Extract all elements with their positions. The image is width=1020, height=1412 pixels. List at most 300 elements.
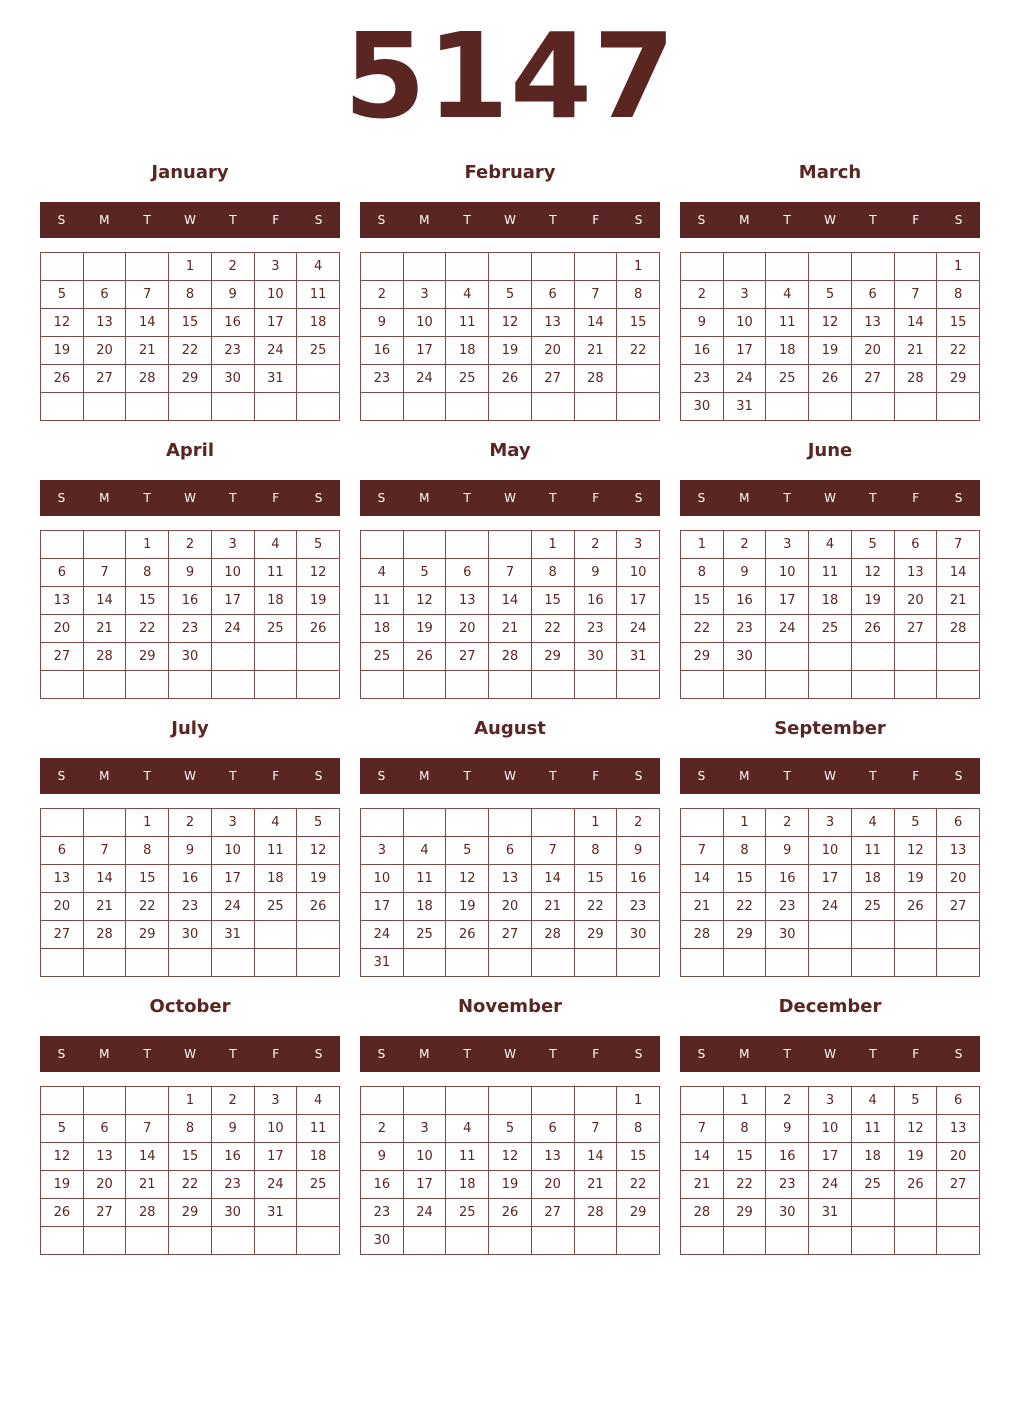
- day-cell: [489, 1087, 532, 1115]
- day-cell: 17: [809, 1143, 852, 1171]
- weekday-label: S: [634, 769, 643, 783]
- day-cell: 13: [937, 1115, 980, 1143]
- day-cell: 21: [489, 615, 532, 643]
- week-row: [361, 1115, 660, 1143]
- day-cell: [937, 393, 980, 421]
- day-cell: 11: [297, 1115, 340, 1143]
- day-cell: 31: [361, 949, 404, 977]
- day-cell: [254, 1227, 297, 1255]
- day-cell: 6: [531, 281, 574, 309]
- day-cell: 14: [681, 1143, 724, 1171]
- day-cell: 19: [489, 337, 532, 365]
- day-cell: [126, 949, 169, 977]
- day-cell: 2: [361, 1115, 404, 1143]
- day-cell: 18: [403, 893, 446, 921]
- day-cell: 9: [169, 837, 212, 865]
- day-cell: 15: [574, 865, 617, 893]
- month-name: December: [778, 996, 882, 1017]
- day-cell: [531, 809, 574, 837]
- week-row: [681, 587, 980, 615]
- day-cell: 28: [531, 921, 574, 949]
- day-cell: 23: [211, 337, 254, 365]
- day-cell: [851, 949, 894, 977]
- day-cell: [83, 531, 126, 559]
- day-cell: 30: [169, 921, 212, 949]
- day-cell: [361, 671, 404, 699]
- day-cell: 5: [41, 281, 84, 309]
- day-cell: [169, 671, 212, 699]
- day-cell: [894, 643, 937, 671]
- day-cell: 24: [211, 615, 254, 643]
- day-cell: 5: [851, 531, 894, 559]
- day-cell: [531, 1087, 574, 1115]
- weekday-label: S: [314, 491, 323, 505]
- week-row: [681, 615, 980, 643]
- day-cell: 3: [254, 1087, 297, 1115]
- day-cell: 2: [211, 253, 254, 281]
- day-cell: 9: [766, 1115, 809, 1143]
- day-cell: [574, 1087, 617, 1115]
- day-cell: 18: [361, 615, 404, 643]
- day-cell: 22: [574, 893, 617, 921]
- week-row: [41, 949, 340, 977]
- day-cell: 17: [809, 865, 852, 893]
- day-cell: 11: [809, 559, 852, 587]
- day-cell: 8: [126, 837, 169, 865]
- weekday-label: W: [504, 769, 516, 783]
- day-cell: 9: [361, 1143, 404, 1171]
- day-cell: 19: [809, 337, 852, 365]
- day-cell: [617, 671, 660, 699]
- day-cell: 1: [617, 253, 660, 281]
- day-cell: 6: [531, 1115, 574, 1143]
- day-cell: [254, 671, 297, 699]
- day-cell: 25: [446, 1199, 489, 1227]
- day-cell: 1: [937, 253, 980, 281]
- day-cell: 13: [446, 587, 489, 615]
- weekday-label: W: [184, 769, 196, 783]
- day-cell: [361, 1087, 404, 1115]
- day-cell: 25: [446, 365, 489, 393]
- day-cell: 13: [851, 309, 894, 337]
- weekday-label: T: [229, 1047, 237, 1061]
- day-cell: 29: [617, 1199, 660, 1227]
- day-cell: 14: [894, 309, 937, 337]
- weekday-label: T: [869, 1047, 877, 1061]
- day-cell: 20: [446, 615, 489, 643]
- day-cell: 2: [723, 531, 766, 559]
- day-cell: [446, 671, 489, 699]
- weekday-label: T: [783, 213, 791, 227]
- day-cell: 1: [126, 531, 169, 559]
- day-cell: 19: [297, 587, 340, 615]
- day-cell: 5: [894, 1087, 937, 1115]
- week-row: [361, 1199, 660, 1227]
- day-cell: 4: [297, 253, 340, 281]
- day-cell: 18: [297, 309, 340, 337]
- day-cell: 15: [723, 1143, 766, 1171]
- day-cell: 24: [617, 615, 660, 643]
- week-row: [361, 337, 660, 365]
- weekday-label: T: [869, 769, 877, 783]
- day-cell: 14: [489, 587, 532, 615]
- weekday-header: [680, 202, 980, 238]
- week-row: [361, 837, 660, 865]
- weekday-label: M: [419, 769, 430, 783]
- day-cell: 10: [723, 309, 766, 337]
- day-cell: [809, 949, 852, 977]
- weekday-label: T: [549, 491, 557, 505]
- day-cell: [489, 949, 532, 977]
- day-cell: [83, 253, 126, 281]
- day-cell: 14: [126, 1143, 169, 1171]
- day-cell: 3: [809, 1087, 852, 1115]
- week-row: [41, 865, 340, 893]
- week-row: [361, 1087, 660, 1115]
- day-cell: [531, 949, 574, 977]
- day-cell: 3: [723, 281, 766, 309]
- day-cell: 28: [681, 1199, 724, 1227]
- day-cell: 22: [126, 615, 169, 643]
- week-row: [41, 921, 340, 949]
- day-cell: [41, 1227, 84, 1255]
- weekday-label: W: [184, 1047, 196, 1061]
- weekday-label: F: [912, 1047, 920, 1061]
- day-cell: 17: [403, 337, 446, 365]
- week-row: [41, 281, 340, 309]
- weekday-label: S: [634, 491, 643, 505]
- day-cell: 11: [361, 587, 404, 615]
- day-cell: 5: [809, 281, 852, 309]
- day-cell: 22: [937, 337, 980, 365]
- day-cell: 29: [169, 1199, 212, 1227]
- day-grid: [40, 1086, 340, 1255]
- day-cell: 29: [574, 921, 617, 949]
- day-cell: 17: [723, 337, 766, 365]
- day-cell: 27: [531, 365, 574, 393]
- day-cell: 4: [446, 1115, 489, 1143]
- day-cell: 19: [851, 587, 894, 615]
- day-cell: 27: [937, 1171, 980, 1199]
- month-february: [360, 162, 660, 432]
- month-name: April: [165, 440, 215, 461]
- day-cell: 16: [361, 1171, 404, 1199]
- month-name: October: [149, 996, 231, 1017]
- day-cell: [446, 809, 489, 837]
- weekday-label: T: [463, 213, 471, 227]
- day-cell: 13: [531, 1143, 574, 1171]
- day-cell: 21: [574, 337, 617, 365]
- day-cell: 7: [83, 559, 126, 587]
- day-cell: 3: [766, 531, 809, 559]
- weekday-label: F: [912, 491, 920, 505]
- day-cell: 27: [489, 921, 532, 949]
- day-cell: [446, 1087, 489, 1115]
- weekday-header: [360, 480, 660, 516]
- day-cell: 27: [531, 1199, 574, 1227]
- weekday-label: S: [57, 1047, 66, 1061]
- weekday-label: T: [143, 1047, 151, 1061]
- weekday-label: T: [143, 769, 151, 783]
- day-cell: 23: [574, 615, 617, 643]
- day-cell: [254, 949, 297, 977]
- day-cell: [83, 949, 126, 977]
- day-cell: [489, 253, 532, 281]
- day-cell: 29: [723, 921, 766, 949]
- weekday-label: S: [57, 213, 66, 227]
- day-cell: [361, 809, 404, 837]
- month-name: September: [774, 718, 886, 739]
- day-grid: [680, 808, 980, 977]
- day-cell: 17: [211, 865, 254, 893]
- weekday-header: [680, 1036, 980, 1072]
- weekday-label: M: [739, 769, 750, 783]
- weekday-header: [360, 1036, 660, 1072]
- weekday-label: W: [504, 491, 516, 505]
- day-cell: 12: [489, 1143, 532, 1171]
- day-cell: 10: [403, 309, 446, 337]
- day-cell: [403, 1087, 446, 1115]
- day-cell: [766, 1227, 809, 1255]
- day-cell: 3: [254, 253, 297, 281]
- day-cell: 18: [254, 587, 297, 615]
- day-cell: 3: [211, 531, 254, 559]
- day-cell: 25: [851, 1171, 894, 1199]
- day-cell: 20: [851, 337, 894, 365]
- day-cell: [574, 671, 617, 699]
- day-cell: 19: [297, 865, 340, 893]
- day-cell: 28: [126, 365, 169, 393]
- day-cell: [41, 809, 84, 837]
- day-cell: 17: [617, 587, 660, 615]
- day-cell: [169, 949, 212, 977]
- day-cell: [894, 921, 937, 949]
- day-cell: [766, 643, 809, 671]
- month-name: June: [807, 440, 853, 461]
- week-row: [41, 1171, 340, 1199]
- day-cell: 27: [83, 1199, 126, 1227]
- day-cell: 6: [937, 809, 980, 837]
- day-grid: [40, 252, 340, 421]
- week-row: [681, 531, 980, 559]
- day-cell: [361, 531, 404, 559]
- day-cell: [809, 253, 852, 281]
- day-cell: 8: [169, 281, 212, 309]
- weekday-label: F: [592, 769, 600, 783]
- week-row: [361, 643, 660, 671]
- week-row: [41, 253, 340, 281]
- day-cell: [254, 921, 297, 949]
- day-cell: 9: [361, 309, 404, 337]
- weekday-label: S: [954, 1047, 963, 1061]
- week-row: [681, 1143, 980, 1171]
- day-cell: [723, 1227, 766, 1255]
- day-cell: 19: [894, 865, 937, 893]
- day-cell: [723, 949, 766, 977]
- day-cell: 8: [531, 559, 574, 587]
- day-cell: 6: [851, 281, 894, 309]
- day-cell: [894, 393, 937, 421]
- day-cell: 26: [489, 1199, 532, 1227]
- day-cell: 26: [297, 615, 340, 643]
- weekday-label: T: [229, 769, 237, 783]
- day-cell: 12: [297, 559, 340, 587]
- weekday-label: S: [57, 491, 66, 505]
- day-cell: 17: [766, 587, 809, 615]
- day-cell: 19: [41, 337, 84, 365]
- day-cell: 18: [254, 865, 297, 893]
- month-november: [360, 996, 660, 1266]
- day-cell: 31: [254, 1199, 297, 1227]
- day-cell: 30: [211, 1199, 254, 1227]
- day-cell: 6: [937, 1087, 980, 1115]
- day-cell: 10: [254, 281, 297, 309]
- weekday-label: S: [634, 213, 643, 227]
- weekday-label: S: [954, 213, 963, 227]
- day-cell: 26: [297, 893, 340, 921]
- day-grid: [360, 530, 660, 699]
- weekday-label: S: [954, 491, 963, 505]
- week-row: [361, 671, 660, 699]
- week-row: [41, 615, 340, 643]
- day-cell: 7: [574, 1115, 617, 1143]
- day-cell: 14: [574, 1143, 617, 1171]
- day-cell: 28: [489, 643, 532, 671]
- day-cell: 12: [446, 865, 489, 893]
- day-cell: 21: [531, 893, 574, 921]
- day-cell: 18: [809, 587, 852, 615]
- day-cell: [446, 1227, 489, 1255]
- day-cell: [403, 531, 446, 559]
- day-cell: 21: [894, 337, 937, 365]
- day-cell: 12: [41, 1143, 84, 1171]
- day-cell: 12: [851, 559, 894, 587]
- day-cell: [297, 1227, 340, 1255]
- day-cell: 9: [169, 559, 212, 587]
- day-cell: 3: [361, 837, 404, 865]
- day-cell: 2: [766, 1087, 809, 1115]
- day-cell: 26: [894, 893, 937, 921]
- day-cell: 15: [169, 309, 212, 337]
- day-cell: 23: [211, 1171, 254, 1199]
- day-cell: 28: [574, 1199, 617, 1227]
- day-cell: 27: [41, 643, 84, 671]
- day-cell: 22: [617, 337, 660, 365]
- year-title: 5147: [343, 7, 677, 145]
- day-cell: 12: [297, 837, 340, 865]
- week-row: [361, 393, 660, 421]
- day-cell: 15: [126, 865, 169, 893]
- day-cell: 30: [211, 365, 254, 393]
- day-cell: [41, 1087, 84, 1115]
- day-cell: 6: [489, 837, 532, 865]
- day-cell: 21: [937, 587, 980, 615]
- week-row: [681, 393, 980, 421]
- day-cell: [446, 949, 489, 977]
- day-cell: 14: [531, 865, 574, 893]
- day-cell: 8: [723, 1115, 766, 1143]
- week-row: [41, 1143, 340, 1171]
- weekday-label: F: [272, 1047, 280, 1061]
- day-cell: [126, 1227, 169, 1255]
- day-cell: 22: [681, 615, 724, 643]
- day-cell: 13: [41, 587, 84, 615]
- week-row: [41, 671, 340, 699]
- day-cell: 12: [403, 587, 446, 615]
- weekday-header: [360, 202, 660, 238]
- day-cell: 7: [894, 281, 937, 309]
- weekday-label: M: [99, 1047, 110, 1061]
- weekday-label: S: [697, 1047, 706, 1061]
- day-cell: 17: [254, 1143, 297, 1171]
- weekday-label: T: [783, 491, 791, 505]
- month-name: November: [457, 996, 563, 1017]
- month-name: January: [151, 162, 229, 183]
- day-cell: 19: [41, 1171, 84, 1199]
- day-cell: 5: [446, 837, 489, 865]
- day-grid: [360, 252, 660, 421]
- week-row: [361, 587, 660, 615]
- weekday-label: T: [549, 769, 557, 783]
- weekday-header: [40, 1036, 340, 1072]
- day-cell: [211, 393, 254, 421]
- day-cell: 28: [83, 643, 126, 671]
- day-cell: 1: [126, 809, 169, 837]
- day-cell: 9: [617, 837, 660, 865]
- day-cell: 17: [403, 1171, 446, 1199]
- day-cell: [681, 671, 724, 699]
- day-cell: 16: [681, 337, 724, 365]
- day-cell: [169, 393, 212, 421]
- day-cell: 1: [617, 1087, 660, 1115]
- day-cell: 28: [937, 615, 980, 643]
- day-cell: 5: [894, 809, 937, 837]
- weekday-label: M: [419, 491, 430, 505]
- day-cell: 9: [211, 1115, 254, 1143]
- day-cell: [41, 393, 84, 421]
- weekday-header: [360, 758, 660, 794]
- day-cell: 11: [403, 865, 446, 893]
- day-grid: [680, 530, 980, 699]
- day-cell: 10: [809, 1115, 852, 1143]
- weekday-label: T: [143, 213, 151, 227]
- day-cell: 1: [574, 809, 617, 837]
- day-cell: 30: [723, 643, 766, 671]
- day-cell: 6: [41, 837, 84, 865]
- weekday-label: S: [697, 213, 706, 227]
- weekday-label: T: [869, 491, 877, 505]
- day-cell: 9: [723, 559, 766, 587]
- week-row: [681, 1199, 980, 1227]
- day-cell: 21: [83, 615, 126, 643]
- day-cell: 5: [297, 809, 340, 837]
- weekday-label: S: [697, 491, 706, 505]
- day-cell: 22: [531, 615, 574, 643]
- month-may: [360, 440, 660, 710]
- day-cell: [723, 671, 766, 699]
- day-cell: 30: [766, 1199, 809, 1227]
- day-cell: 7: [681, 1115, 724, 1143]
- day-cell: 16: [766, 1143, 809, 1171]
- day-cell: 24: [211, 893, 254, 921]
- day-cell: 29: [126, 643, 169, 671]
- day-cell: [851, 253, 894, 281]
- day-cell: [809, 643, 852, 671]
- week-row: [41, 337, 340, 365]
- day-cell: [126, 671, 169, 699]
- day-cell: [83, 809, 126, 837]
- day-cell: 24: [809, 893, 852, 921]
